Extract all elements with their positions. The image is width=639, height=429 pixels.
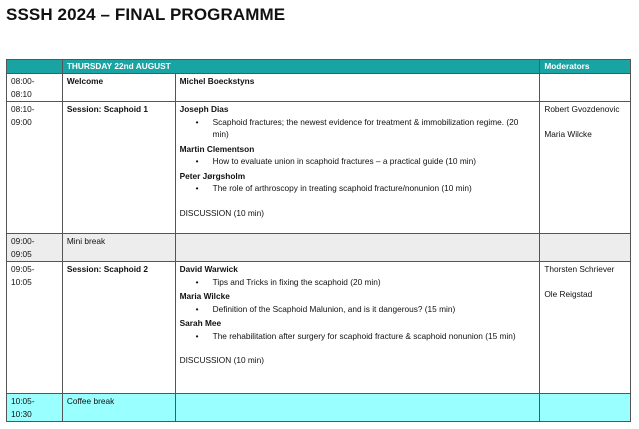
session-label: Welcome: [62, 74, 175, 102]
talk-item: • Tips and Tricks in fixing the scaphoid (20 min): [213, 276, 536, 289]
header-moderators: Moderators: [540, 60, 631, 74]
discussion-label: DISCUSSION (10 min): [179, 355, 264, 365]
moderator-name: Thorsten Schriever: [544, 264, 615, 274]
talk-item: • The role of arthroscopy in treating scaphoid fracture/nonunion (10 min): [213, 182, 536, 195]
header-day: THURSDAY 22nd AUGUST: [62, 60, 539, 74]
speaker-name: Sarah Mee: [179, 318, 222, 328]
speaker-name: Maria Wilcke: [179, 291, 230, 301]
session-label: Session: Scaphoid 2: [62, 262, 175, 394]
speaker-name: Joseph Dias: [179, 104, 229, 114]
table-row-coffee-break: [7, 394, 631, 422]
time-cell: 09:00- 09:05: [7, 234, 63, 262]
empty-cell: [175, 234, 540, 262]
speaker-name: Peter Jørgsholm: [179, 170, 246, 181]
table-row-scaphoid-1: [7, 102, 631, 234]
talk-item: • How to evaluate union in scaphoid fractures – a practical guide (10 min): [213, 155, 536, 168]
header-time-cell: [7, 60, 63, 74]
speaker-name: Martin Clementson: [179, 143, 255, 154]
talks-cell: [175, 262, 540, 394]
moderator-cell: [540, 74, 631, 102]
talks-cell: [175, 102, 540, 234]
table-row-mini-break: [7, 234, 631, 262]
empty-cell: [175, 394, 540, 422]
time-cell: 09:05- 10:05: [7, 262, 63, 394]
table-header-row: [7, 60, 631, 74]
empty-cell: [540, 234, 631, 262]
time-cell: 08:10- 09:00: [7, 102, 63, 234]
empty-cell: [540, 394, 631, 422]
speaker-name: David Warwick: [179, 264, 238, 274]
break-label: Mini break: [62, 234, 175, 262]
page-title: SSSH 2024 – FINAL PROGRAMME: [6, 5, 286, 24]
session-label: Session: Scaphoid 1: [62, 102, 175, 234]
time-cell: 08:00- 08:10: [7, 74, 63, 102]
talk-item: • Definition of the Scaphoid Malunion, and is it dangerous? (15 min): [213, 303, 536, 316]
speaker-name: Michel Boeckstyns: [175, 74, 540, 102]
moderator-cell: [540, 262, 631, 394]
programme-table: [6, 59, 631, 422]
table-row-welcome: [7, 74, 631, 102]
talk-item: • The rehabilitation after surgery for scaphoid fracture & scaphoid nonunion (15 min): [213, 330, 536, 343]
break-label: Coffee break: [62, 394, 175, 422]
moderator-name: Maria Wilcke: [544, 128, 592, 139]
moderator-name: Robert Gvozdenovic: [544, 104, 620, 114]
moderator-name: Ole Reigstad: [544, 288, 593, 299]
table-row-scaphoid-2: [7, 262, 631, 394]
discussion-label: DISCUSSION (10 min): [179, 207, 264, 218]
time-cell: 10:05- 10:30: [7, 394, 63, 422]
talk-item: • Scaphoid fractures; the newest evidence for treatment & immobilization regime. (20 min): [213, 116, 536, 141]
moderator-cell: [540, 102, 631, 234]
